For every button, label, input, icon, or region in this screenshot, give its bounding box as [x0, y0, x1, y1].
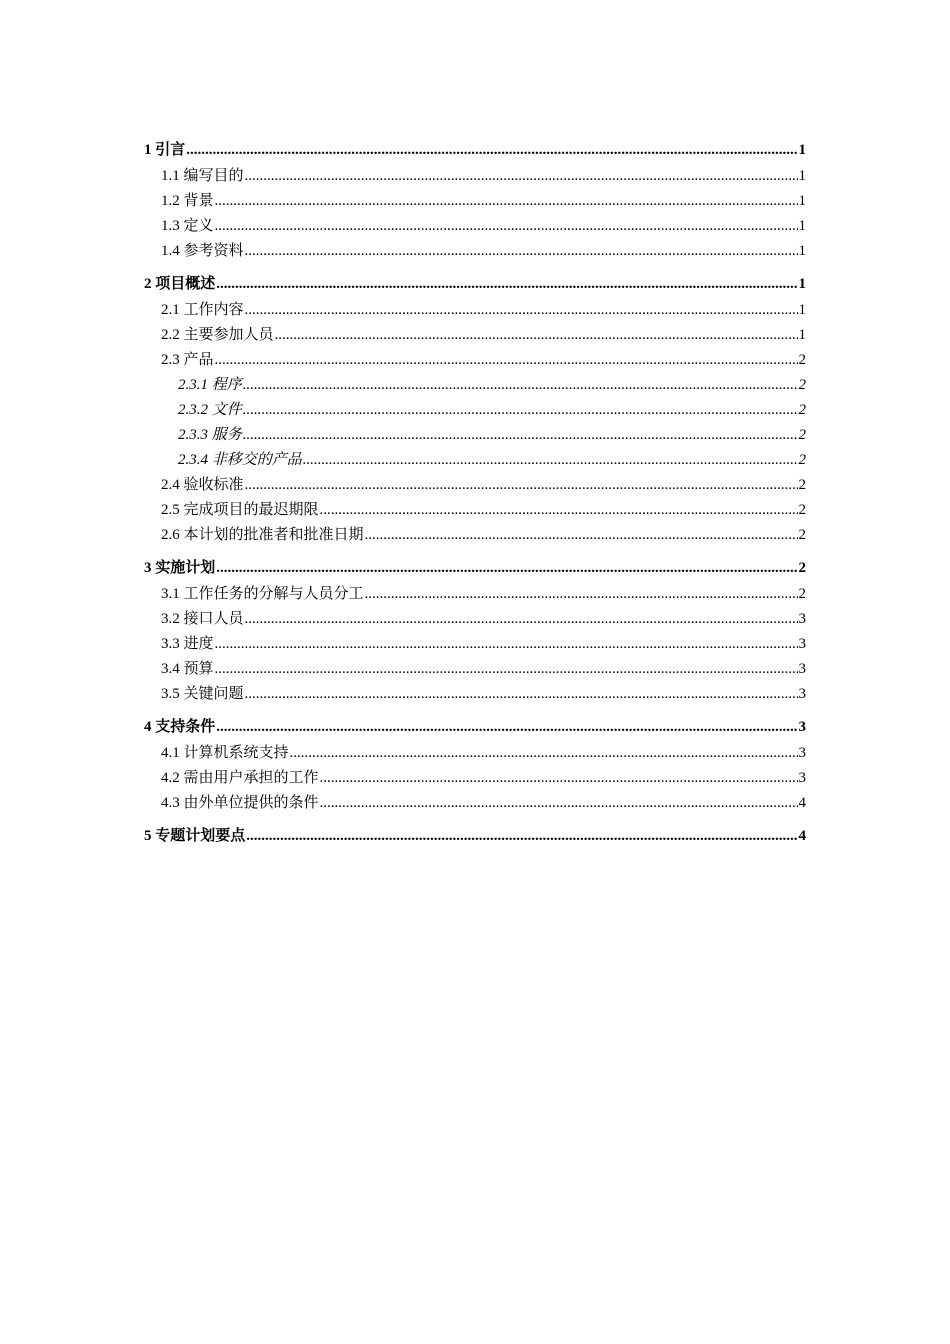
toc-dot-leader [243, 373, 798, 398]
toc-entry[interactable] [144, 523, 806, 548]
toc-entry-page-number: 3 [798, 636, 806, 652]
toc-dot-leader [320, 791, 798, 816]
toc-entry-page-number: 3 [798, 661, 806, 677]
toc-entry-page-number: 4 [798, 795, 806, 811]
toc-dot-leader [215, 632, 798, 657]
toc-entry-title: 4.2 需由用户承担的工作 [161, 770, 319, 786]
toc-dot-leader [215, 189, 798, 214]
toc-entry[interactable] [144, 766, 806, 791]
toc-entry-title: 3.2 接口人员 [161, 611, 244, 627]
toc-entry-title: 5 专题计划要点 [144, 828, 246, 844]
toc-dot-leader [215, 348, 798, 373]
toc-dot-leader [245, 473, 798, 498]
toc-dot-leader [186, 136, 797, 164]
toc-entry-page-number: 1 [798, 327, 806, 343]
toc-entry-page-number: 1 [798, 218, 806, 234]
table-of-contents [144, 136, 806, 850]
toc-entry-page-number: 2 [798, 452, 806, 468]
toc-dot-leader [215, 214, 798, 239]
toc-dot-leader [216, 713, 797, 741]
toc-dot-leader [320, 766, 798, 791]
toc-entry[interactable] [144, 189, 806, 214]
toc-entry-title: 2.4 验收标准 [161, 477, 244, 493]
toc-entry-page-number: 3 [798, 611, 806, 627]
toc-entry-page-number: 2 [798, 502, 806, 518]
toc-entry-title: 4.1 计算机系统支持 [161, 745, 289, 761]
toc-dot-leader [290, 741, 798, 766]
toc-entry-title: 1.4 参考资料 [161, 243, 244, 259]
toc-entry[interactable] [144, 713, 806, 741]
toc-entry[interactable] [144, 270, 806, 298]
toc-entry-title: 4 支持条件 [144, 719, 216, 735]
toc-entry[interactable] [144, 554, 806, 582]
toc-entry[interactable] [144, 398, 806, 423]
toc-entry-page-number: 2 [798, 402, 806, 418]
toc-dot-leader [245, 164, 798, 189]
toc-entry-page-number: 2 [798, 527, 806, 543]
toc-entry-page-number: 1 [798, 302, 806, 318]
toc-entry-page-number: 2 [798, 377, 806, 393]
toc-entry-title: 2.1 工作内容 [161, 302, 244, 318]
toc-dot-leader [243, 423, 798, 448]
toc-entry[interactable] [144, 582, 806, 607]
toc-entry-title: 2.5 完成项目的最迟期限 [161, 502, 319, 518]
toc-entry-page-number: 1 [798, 193, 806, 209]
toc-entry[interactable] [144, 682, 806, 707]
toc-entry[interactable] [144, 164, 806, 189]
toc-entry[interactable] [144, 423, 806, 448]
toc-entry-page-number: 3 [798, 686, 806, 702]
toc-dot-leader [245, 682, 798, 707]
toc-dot-leader [216, 554, 797, 582]
toc-entry-title: 3.5 关键问题 [161, 686, 244, 702]
toc-entry[interactable] [144, 473, 806, 498]
toc-entry-title: 2 项目概述 [144, 276, 216, 292]
toc-dot-leader [303, 448, 798, 473]
toc-entry-page-number: 3 [798, 719, 806, 735]
toc-entry-page-number: 1 [798, 276, 806, 292]
toc-entry[interactable] [144, 323, 806, 348]
toc-dot-leader [246, 822, 797, 850]
toc-entry-page-number: 2 [798, 427, 806, 443]
toc-entry-title: 1 引言 [144, 142, 186, 158]
toc-entry-title: 3 实施计划 [144, 560, 216, 576]
toc-entry[interactable] [144, 607, 806, 632]
toc-entry-page-number: 2 [798, 477, 806, 493]
toc-entry-title: 2.3 产品 [161, 352, 214, 368]
toc-entry[interactable] [144, 239, 806, 264]
toc-dot-leader [245, 239, 798, 264]
toc-entry-title: 1.3 定义 [161, 218, 214, 234]
toc-entry-page-number: 1 [798, 243, 806, 259]
toc-entry-page-number: 2 [798, 586, 806, 602]
toc-entry-page-number: 3 [798, 770, 806, 786]
toc-entry-title: 3.3 进度 [161, 636, 214, 652]
toc-entry-title: 3.1 工作任务的分解与人员分工 [161, 586, 364, 602]
toc-entry-title: 2.2 主要参加人员 [161, 327, 274, 343]
toc-entry[interactable] [144, 657, 806, 682]
toc-entry[interactable] [144, 791, 806, 816]
toc-dot-leader [365, 523, 798, 548]
toc-entry[interactable] [144, 298, 806, 323]
toc-entry-title: 1.1 编写目的 [161, 168, 244, 184]
toc-entry[interactable] [144, 348, 806, 373]
toc-entry[interactable] [144, 632, 806, 657]
toc-dot-leader [216, 270, 797, 298]
toc-dot-leader [275, 323, 798, 348]
toc-entry[interactable] [144, 136, 806, 164]
toc-entry[interactable] [144, 448, 806, 473]
toc-entry-page-number: 1 [798, 168, 806, 184]
toc-entry[interactable] [144, 822, 806, 850]
toc-entry-title: 4.3 由外单位提供的条件 [161, 795, 319, 811]
toc-entry[interactable] [144, 498, 806, 523]
toc-entry-page-number: 3 [798, 745, 806, 761]
toc-entry[interactable] [144, 741, 806, 766]
toc-entry-page-number: 1 [798, 142, 806, 158]
toc-entry-page-number: 2 [798, 560, 806, 576]
toc-entry-page-number: 2 [798, 352, 806, 368]
toc-dot-leader [245, 298, 798, 323]
toc-entry-title: 3.4 预算 [161, 661, 214, 677]
toc-entry-title: 1.2 背景 [161, 193, 214, 209]
toc-entry-title: 2.3.2 文件 [178, 402, 242, 418]
toc-entry-page-number: 4 [798, 828, 806, 844]
toc-entry-title: 2.6 本计划的批准者和批准日期 [161, 527, 364, 543]
toc-entry-title: 2.3.1 程序 [178, 377, 242, 393]
toc-entry[interactable] [144, 214, 806, 239]
toc-entry[interactable] [144, 373, 806, 398]
toc-dot-leader [365, 582, 798, 607]
toc-entry-title: 2.3.3 服务 [178, 427, 242, 443]
toc-dot-leader [215, 657, 798, 682]
toc-entry-title: 2.3.4 非移交的产品 [178, 452, 302, 468]
toc-dot-leader [320, 498, 798, 523]
toc-dot-leader [243, 398, 798, 423]
toc-dot-leader [245, 607, 798, 632]
